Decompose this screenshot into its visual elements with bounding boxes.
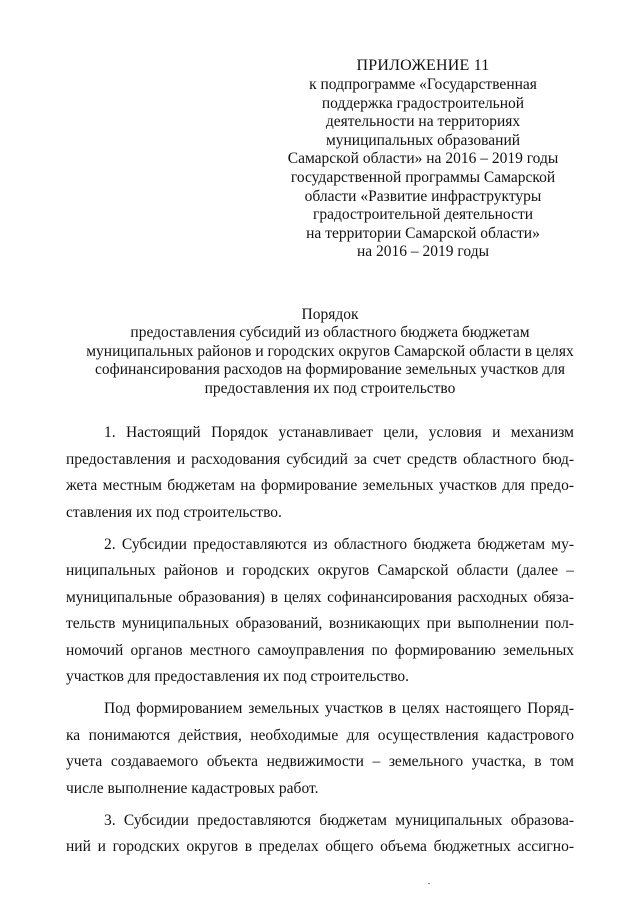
paragraph-line: тельств муниципальных образований, возникающих при выполнении пол- <box>66 615 574 632</box>
paragraph-3 <box>66 696 574 802</box>
scan-speck <box>428 883 430 884</box>
paragraph-line: учета создаваемого объекта недвижимости – земельного участка, в том <box>66 753 574 770</box>
appendix-header <box>268 57 578 262</box>
paragraph-line: 1. Настоящий Порядок устанавливает цели, условия и механизм <box>104 424 574 441</box>
paragraph-line: ка понимаются действия, необходимые для осуществления кадастрового <box>66 726 574 744</box>
appendix-heading: ПРИЛОЖЕНИЕ 11 <box>356 57 490 74</box>
title-heading: Порядок <box>301 306 359 323</box>
title-line: муниципальных районов и городских округов Самарской области в целях <box>86 342 574 360</box>
paragraph-line: ставления их под строительство. <box>66 503 282 521</box>
appendix-line: градостроительной деятельности <box>312 206 534 224</box>
appendix-line: Самарской области» на 2016 – 2019 годы <box>287 150 559 168</box>
title-line: предоставления их под строительство <box>204 379 456 397</box>
paragraph-line: 2. Субсидии предоставляются из областного бюджета бюджетам му- <box>104 535 574 553</box>
paragraph-line: жета местным бюджетам на формирование земельных участков для предо- <box>66 477 574 494</box>
document-title <box>40 306 620 398</box>
appendix-line: государственной программы Самарской <box>290 169 556 187</box>
paragraph-2 <box>66 532 574 691</box>
paragraph-line: муниципальные образования) в целях софинансирования расходных обяза- <box>66 588 574 606</box>
title-line: софинансирования расходов на формирование земельных участков для <box>95 361 565 379</box>
appendix-line: области «Развитие инфраструктуры <box>304 187 542 205</box>
paragraph-1 <box>66 420 574 526</box>
appendix-line: на 2016 – 2019 годы <box>357 243 489 261</box>
paragraph-line: 3. Субсидии предоставляются бюджетам муниципальных образова- <box>104 811 574 829</box>
paragraph-line: ниципальных районов и городских округов Самарской области (далее – <box>66 562 574 579</box>
paragraph-line: номочий органов местного самоуправления по формированию земельных <box>66 641 574 659</box>
paragraph-4 <box>66 808 574 861</box>
paragraph-line: предоставления и расходования субсидий за счет средств областного бюд- <box>66 450 574 468</box>
document-body <box>66 420 574 861</box>
paragraph-line: участков для предоставления их под строительство. <box>66 668 410 685</box>
paragraph-line: числе выполнение кадастровых работ. <box>66 779 319 797</box>
title-line: предоставления субсидий из областного бюджета бюджетам <box>130 324 530 342</box>
appendix-line: деятельности на территориях <box>325 113 521 131</box>
paragraph-line: ний и городских округов в пределах общего объема бюджетных ассигно- <box>66 838 574 855</box>
appendix-line: муниципальных образований <box>325 131 521 149</box>
appendix-line: поддержка градостроительной <box>321 94 525 112</box>
appendix-line: на территории Самарской области» <box>306 224 540 242</box>
appendix-line: к подпрограмме «Государственная <box>309 76 537 94</box>
paragraph-line: Под формированием земельных участков в целях настоящего Поряд- <box>104 700 574 717</box>
